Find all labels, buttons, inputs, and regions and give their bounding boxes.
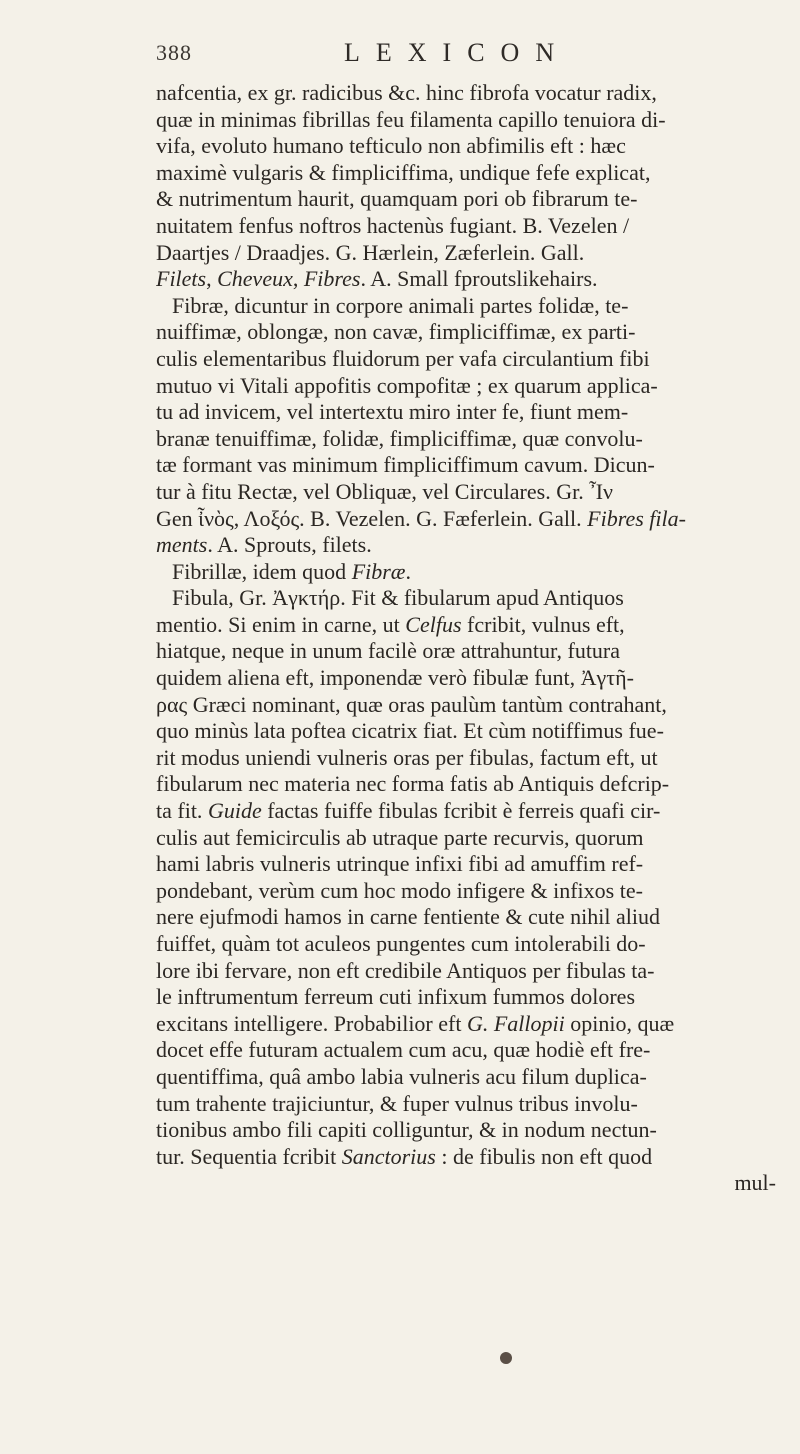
text-run: pondebant, verùm cum hoc modo infigere & infixos te- bbox=[156, 877, 643, 903]
text-run: Daartjes / Draadjes. G. Hærlein, Zæferlein. Gall. bbox=[156, 239, 585, 265]
text-line bbox=[156, 665, 784, 692]
italic-text: Filets bbox=[156, 266, 207, 292]
text-run: fuiffet, quàm tot aculeos pungentes cum intolerabili do- bbox=[156, 931, 646, 956]
text-line bbox=[156, 798, 784, 825]
text-line bbox=[156, 107, 784, 134]
text-run: tionibus ambo fili capiti colliguntur, & in nodum nectun- bbox=[156, 1117, 657, 1143]
text-run: nuiffimæ, oblongæ, non cavæ, fimpliciffimæ, ex parti- bbox=[156, 319, 636, 345]
text-run: & nutrimentum haurit, quamquam pori ob fibrarum te- bbox=[156, 186, 638, 212]
text-run: quo minùs lata poftea cicatrix fiat. Et cùm notiffimus fue- bbox=[156, 718, 664, 744]
text-line bbox=[156, 80, 784, 107]
text-line bbox=[156, 186, 784, 213]
text-line bbox=[156, 825, 784, 852]
text-run: tæ formant vas minimum fimpliciffimum cavum. Dicun- bbox=[156, 452, 655, 478]
text-run: rit modus uniendi vulneris oras per fibulas, factum eft, ut bbox=[156, 744, 658, 770]
text-run: tu ad invicem, vel intertextu miro inter fe, fiunt mem- bbox=[156, 399, 629, 425]
text-run: , bbox=[206, 266, 218, 292]
text-line bbox=[156, 1144, 784, 1171]
text-line bbox=[156, 1117, 784, 1144]
text-run: hami labris vulneris utrinque infixi fibi ad amuffim ref- bbox=[156, 851, 644, 877]
text-line bbox=[156, 585, 784, 612]
text-line bbox=[156, 904, 784, 931]
text-run: Fibula, Gr. Ἀγκτήρ. Fit & fibularum apud Antiquos bbox=[172, 585, 624, 611]
text-line bbox=[156, 612, 784, 639]
text-run: . bbox=[405, 558, 411, 584]
text-line bbox=[156, 479, 784, 506]
text-line bbox=[156, 1091, 784, 1118]
text-line bbox=[156, 1037, 784, 1064]
italic-text: G. Fallopii bbox=[466, 1010, 565, 1036]
text-run: Fibrillæ, idem quod bbox=[172, 558, 352, 584]
text-line bbox=[156, 293, 784, 320]
text-line bbox=[156, 745, 784, 772]
text-run: vifa, evoluto humano tefticulo non abfimilis eft : hæc bbox=[156, 133, 626, 159]
text-run: Fibræ, dicuntur in corpore animali partes folidæ, te- bbox=[172, 292, 629, 318]
text-run: fcribit, vulnus eft, bbox=[461, 611, 625, 637]
running-head bbox=[156, 40, 776, 80]
text-line bbox=[156, 931, 784, 958]
text-run: , bbox=[292, 266, 304, 292]
text-run: . A. Small fproutslikehairs. bbox=[360, 266, 598, 292]
text-line bbox=[156, 373, 784, 400]
text-run: culis aut femicirculis ab utraque parte recurvis, quorum bbox=[156, 824, 644, 850]
text-run: nafcentia, ex gr. radicibus &c. hinc fibrofa vocatur radix, bbox=[156, 80, 657, 105]
text-line bbox=[156, 506, 784, 533]
text-line bbox=[156, 559, 784, 586]
text-run: quæ in minimas fibrillas feu filamenta capillo tenuiora di- bbox=[156, 106, 666, 132]
text-run: docet effe futuram actualem cum acu, quæ hodiè eft fre- bbox=[156, 1037, 651, 1063]
text-line bbox=[156, 266, 784, 293]
text-run: mentio. Si enim in carne, ut bbox=[156, 611, 406, 637]
text-run: branæ tenuiffimæ, folidæ, fimpliciffimæ, quæ convolu- bbox=[156, 425, 643, 451]
text-run: excitans intelligere. Probabilior eft bbox=[156, 1010, 467, 1036]
text-run: le inftrumentum ferreum cuti infixum fummos dolores bbox=[156, 984, 636, 1010]
text-run: hiatque, neque in unum facilè oræ attrahuntur, futura bbox=[156, 638, 621, 664]
italic-text: Cheveux bbox=[217, 266, 293, 292]
italic-text: Celfus bbox=[405, 611, 462, 637]
text-run: quidem aliena eft, imponendæ verò fibulæ funt, Ἀγτῆ- bbox=[156, 665, 634, 691]
text-run: ta fit. bbox=[156, 798, 208, 824]
italic-text: Guide bbox=[207, 798, 262, 824]
text-run: mul- bbox=[734, 1170, 776, 1196]
text-line bbox=[156, 532, 784, 559]
text-line bbox=[156, 958, 784, 985]
text-run: quentiffima, quâ ambo labia vulneris acu filum duplica- bbox=[156, 1063, 647, 1089]
text-line bbox=[156, 718, 784, 745]
text-run: tur à fitu Rectæ, vel Obliquæ, vel Circulares. Gr. Ἶν bbox=[156, 478, 613, 504]
text-line bbox=[156, 426, 784, 453]
text-run: mutuo vi Vitali appofitis compofitæ ; ex quarum applica- bbox=[156, 372, 658, 398]
text-line bbox=[156, 160, 784, 187]
italic-text: Fibres bbox=[303, 266, 361, 292]
text-line bbox=[156, 1064, 784, 1091]
text-line bbox=[156, 319, 784, 346]
body-text bbox=[156, 80, 784, 1197]
text-run: ρας Græci nominant, quæ oras paulùm tantùm contrahant, bbox=[156, 691, 667, 717]
text-run: . A. Sprouts, filets. bbox=[207, 532, 372, 558]
text-run: factas fuiffe fibulas fcribit è ferreis quafi cir- bbox=[261, 798, 661, 824]
italic-text: Fibræ bbox=[351, 558, 406, 584]
text-line bbox=[156, 1170, 784, 1197]
page-number: 388 bbox=[156, 40, 192, 65]
text-run: maximè vulgaris & fimpliciffima, undique fefe explicat, bbox=[156, 159, 651, 185]
text-run: opinio, quæ bbox=[564, 1010, 675, 1036]
text-line bbox=[156, 851, 784, 878]
text-run: culis elementaribus fluidorum per vafa circulantium fibi bbox=[156, 345, 650, 371]
text-run: fibularum nec materia nec forma fatis ab Antiquis defcrip- bbox=[156, 771, 670, 797]
text-run: nuitatem fenfus noftros hactenùs fugiant. B. Vezelen / bbox=[156, 212, 630, 238]
text-run: : de fibulis non eft quod bbox=[435, 1143, 653, 1169]
text-line bbox=[156, 133, 784, 160]
text-run: tum trahente trajiciuntur, & fuper vulnus tribus involu- bbox=[156, 1090, 638, 1116]
text-line bbox=[156, 452, 784, 479]
italic-text: Fibres fila- bbox=[587, 505, 686, 531]
text-line bbox=[156, 692, 784, 719]
text-run: Gen ἶνὸς, Λοξός. B. Vezelen. G. Fæferlein. Gall. bbox=[156, 505, 588, 531]
text-line bbox=[156, 878, 784, 905]
text-line bbox=[156, 638, 784, 665]
text-line bbox=[156, 346, 784, 373]
text-line bbox=[156, 240, 784, 267]
text-run: tur. Sequentia fcribit bbox=[156, 1143, 342, 1169]
text-line bbox=[156, 213, 784, 240]
ink-dot-ornament bbox=[500, 1352, 512, 1364]
text-line bbox=[156, 399, 784, 426]
text-line bbox=[156, 984, 784, 1011]
text-run: nere ejufmodi hamos in carne fentiente & cute nihil aliud bbox=[156, 904, 660, 930]
text-line bbox=[156, 1011, 784, 1038]
text-line bbox=[156, 771, 784, 798]
italic-text: ments bbox=[156, 532, 208, 558]
running-title: LEXICON bbox=[344, 38, 571, 67]
italic-text: Sanctorius bbox=[341, 1143, 436, 1169]
text-run: lore ibi fervare, non eft credibile Antiquos per fibulas ta- bbox=[156, 957, 655, 983]
